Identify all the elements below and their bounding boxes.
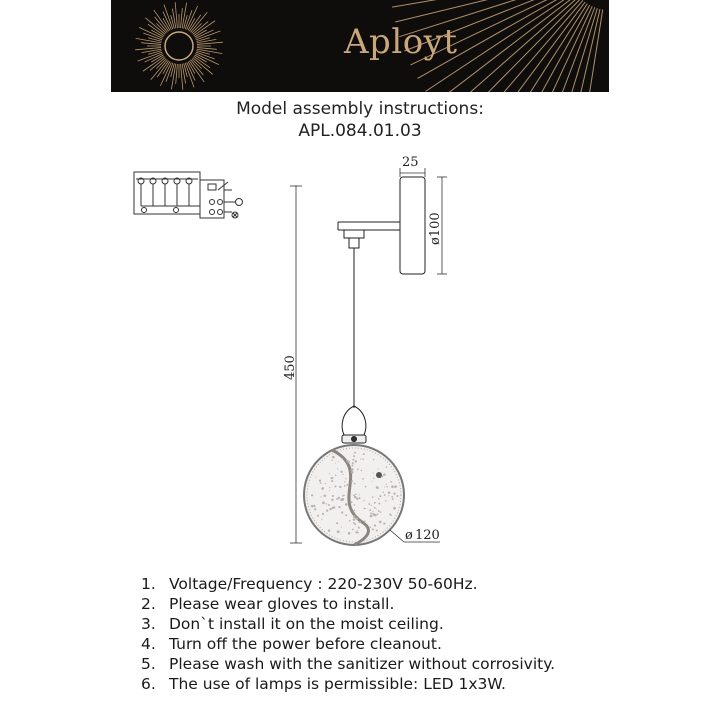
height-label: 450 xyxy=(283,355,298,380)
note-item: 5. Please wash with the sanitizer without corrosivity. xyxy=(141,655,556,673)
depth-label: 25 xyxy=(402,155,419,170)
note-item: 3. Don`t install it on the moist ceiling. xyxy=(141,615,444,633)
instructions-heading xyxy=(0,98,720,142)
note-item: 4. Turn off the power before cleanout. xyxy=(141,635,442,653)
lamp-holder xyxy=(342,406,366,443)
brand-name: Aployt xyxy=(344,22,458,62)
shade-diameter-symbol: ø xyxy=(405,528,413,543)
glass-shade xyxy=(304,445,404,545)
shade-diameter-label: 120 xyxy=(415,528,440,543)
canopy-diameter-label: ø100 xyxy=(428,212,443,245)
lamp-technical-drawing xyxy=(0,150,720,560)
wall-canopy xyxy=(338,177,425,408)
note-item: 6. The use of lamps is permissible: LED 1x3W. xyxy=(141,675,506,693)
wiring-diagram xyxy=(134,172,243,218)
note-item: 2. Please wear gloves to install. xyxy=(141,595,395,613)
note-item: 1. Voltage/Frequency : 220-230V 50-60Hz. xyxy=(141,575,478,593)
model-number: APL.084.01.03 xyxy=(298,121,422,141)
heading-title: Model assembly instructions: xyxy=(236,99,484,119)
brand-banner xyxy=(111,0,609,92)
instruction-notes xyxy=(141,574,555,694)
